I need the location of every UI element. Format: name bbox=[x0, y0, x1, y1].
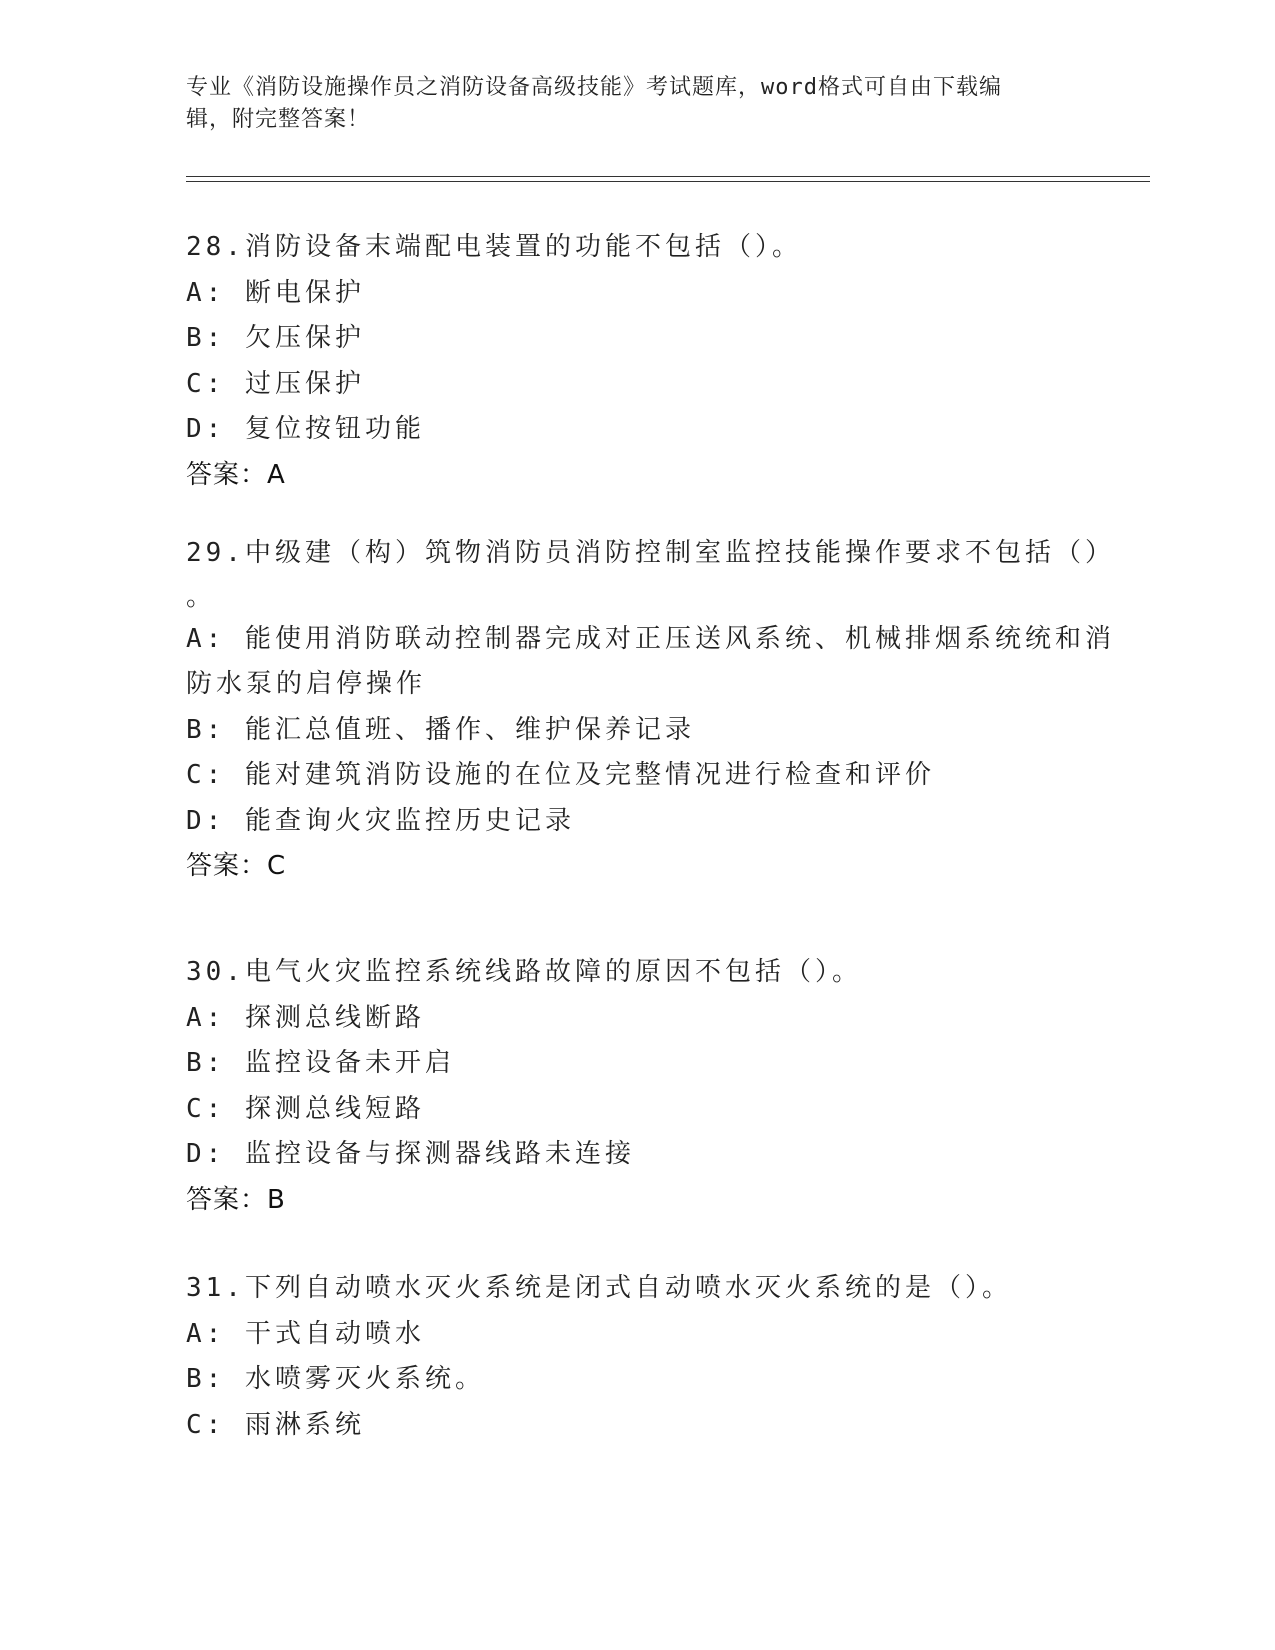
option-c: C: 过压保护 bbox=[186, 368, 365, 399]
question-29 bbox=[186, 531, 1115, 890]
answer-label: 答案：B bbox=[186, 1184, 286, 1215]
question-stem: 31.下列自动喷水灭火系统是闭式自动喷水灭火系统的是（）。 bbox=[186, 1273, 1012, 1303]
option-b: B: 水喷雾灭火系统。 bbox=[186, 1364, 485, 1394]
question-30 bbox=[186, 950, 1086, 1223]
option-a: A: 能使用消防联动控制器完成对正压送风系统、机械排烟系统统和消 bbox=[186, 623, 1115, 654]
question-stem-continued: 。 bbox=[186, 581, 217, 612]
question-stem: 29.中级建（构）筑物消防员消防控制室监控技能操作要求不包括（） bbox=[186, 538, 1115, 568]
option-c: C: 探测总线短路 bbox=[186, 1093, 425, 1124]
header-divider-bottom bbox=[186, 181, 1150, 182]
option-b: B: 欠压保护 bbox=[186, 323, 365, 353]
option-a: A: 探测总线断路 bbox=[186, 1002, 425, 1033]
question-28 bbox=[186, 225, 1086, 498]
question-31 bbox=[186, 1266, 1086, 1448]
option-a: A: 断电保护 bbox=[186, 277, 365, 308]
option-b: B: 能汇总值班、播作、维护保养记录 bbox=[186, 714, 695, 745]
document-header bbox=[186, 72, 1066, 136]
option-d: D: 能查询火灾监控历史记录 bbox=[186, 805, 575, 836]
answer-label: 答案：A bbox=[186, 459, 286, 490]
header-line-2: 辑，附完整答案！ bbox=[186, 107, 371, 132]
option-b: B: 监控设备未开启 bbox=[186, 1048, 455, 1078]
question-stem: 30.电气火灾监控系统线路故障的原因不包括（）。 bbox=[186, 957, 862, 987]
option-a-continued: 防水泵的启停操作 bbox=[186, 669, 427, 699]
question-stem: 28.消防设备末端配电装置的功能不包括（）。 bbox=[186, 232, 802, 262]
answer-label: 答案：C bbox=[186, 851, 287, 881]
option-d: D: 复位按钮功能 bbox=[186, 414, 425, 444]
option-a: A: 干式自动喷水 bbox=[186, 1318, 425, 1349]
header-divider-top bbox=[186, 176, 1150, 177]
header-line-1: 专业《消防设施操作员之消防设备高级技能》考试题库，word格式可自由下载编 bbox=[186, 75, 1002, 100]
option-d: D: 监控设备与探测器线路未连接 bbox=[186, 1139, 635, 1169]
option-c: C: 能对建筑消防设施的在位及完整情况进行检查和评价 bbox=[186, 760, 935, 790]
option-c: C: 雨淋系统 bbox=[186, 1409, 365, 1440]
